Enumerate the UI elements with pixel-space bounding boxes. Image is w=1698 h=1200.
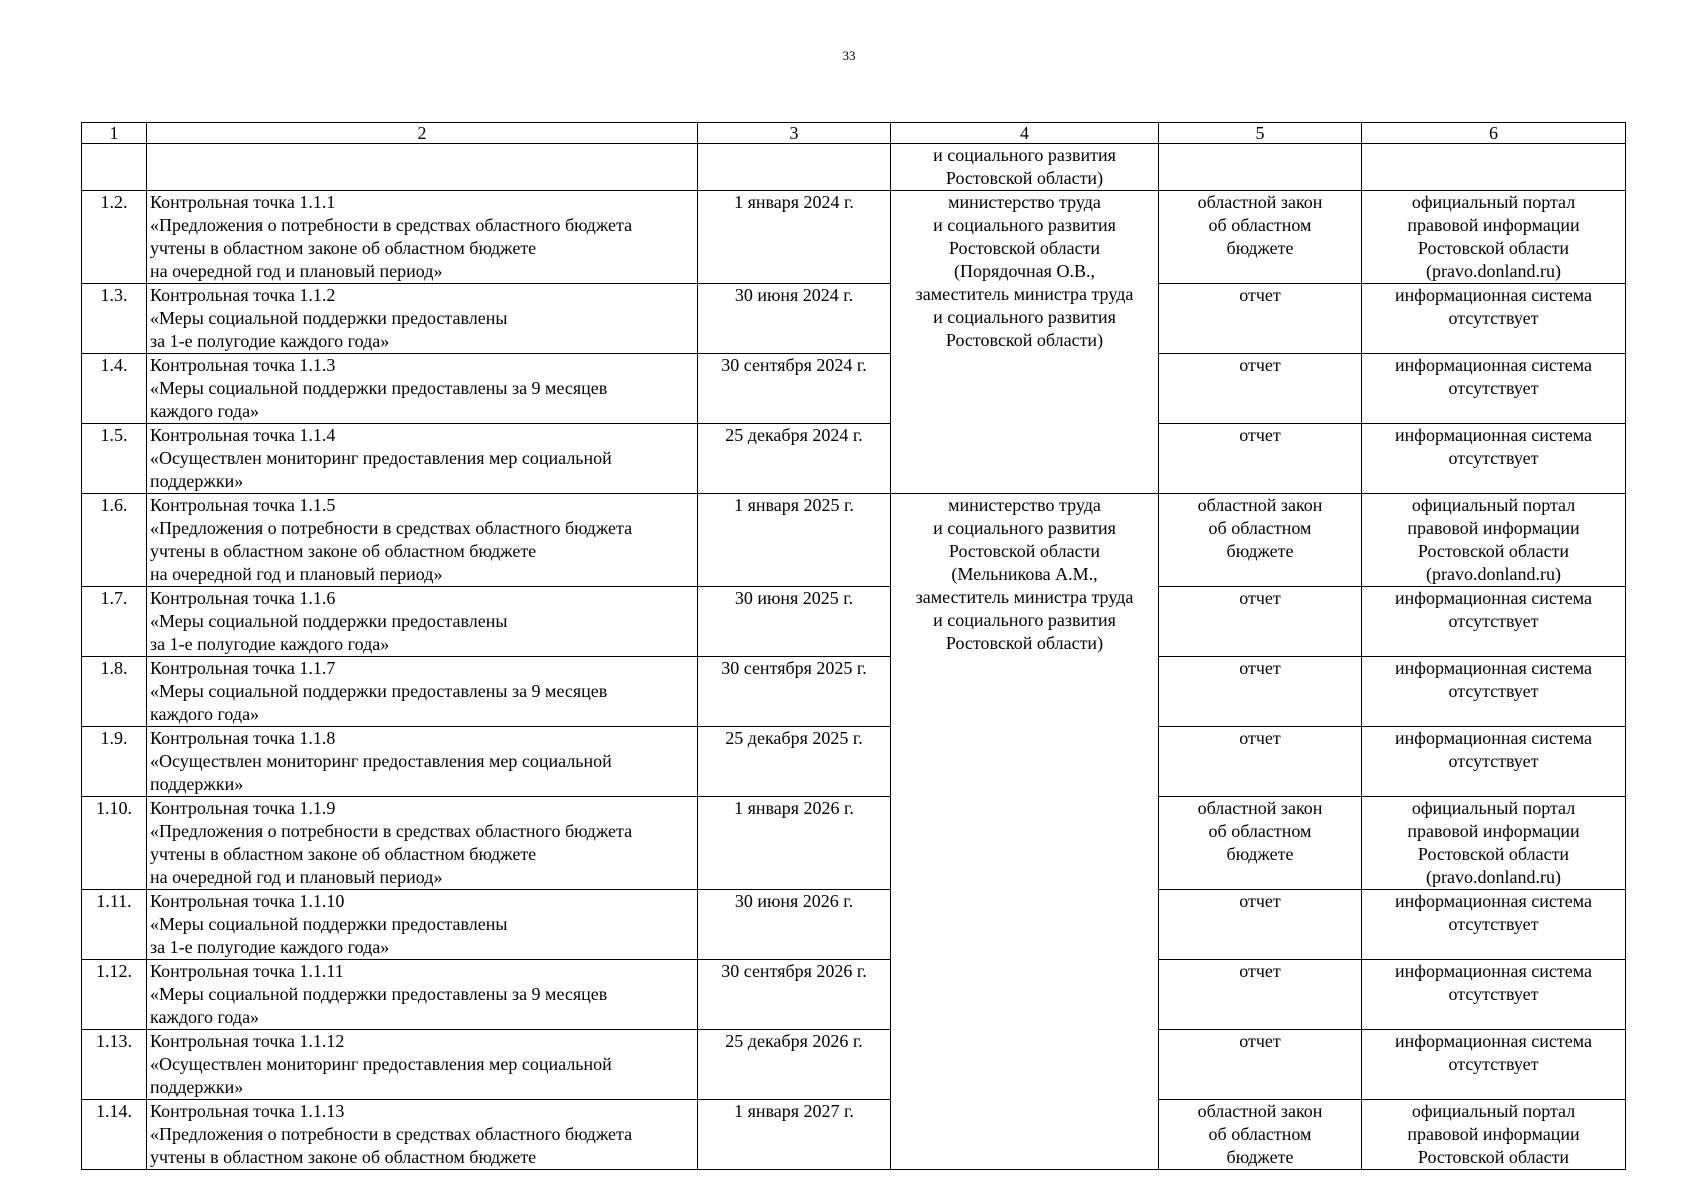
responsible-cell: министерство труда и социального развития Ростовской области (Порядочная О.В., заместитель министра труда и социального развития Ростовской области) [891,191,1159,494]
table-row [82,1030,1626,1100]
control-point-name: Контрольная точка 1.1.1 «Предложения о потребности в средствах областного бюджета учтены в областном законе об областном бюджете на очередной год и плановый период» [147,191,698,284]
control-point-name: Контрольная точка 1.1.7 «Меры социальной поддержки предоставлены за 9 месяцев каждого года» [147,657,698,727]
information-system: официальный портал правовой информации Ростовской области (pravo.donland.ru) [1362,797,1626,890]
column-header: 3 [698,123,891,144]
table-row [82,191,1626,284]
deadline-date: 25 декабря 2026 г. [698,1030,891,1100]
table-row [82,284,1626,354]
information-system: информационная система отсутствует [1362,284,1626,354]
document-type: отчет [1159,657,1362,727]
row-number: 1.12. [82,960,147,1030]
deadline-date: 30 июня 2024 г. [698,284,891,354]
table-row [82,657,1626,727]
control-point-name: Контрольная точка 1.1.2 «Меры социальной поддержки предоставлены за 1-е полугодие каждого года» [147,284,698,354]
deadline-date: 1 января 2026 г. [698,797,891,890]
document-type: областной закон об областном бюджете [1159,797,1362,890]
document-type: областной закон об областном бюджете [1159,191,1362,284]
information-system: информационная система отсутствует [1362,890,1626,960]
deadline-date: 1 января 2025 г. [698,494,891,587]
responsible-cell: и социального развития Ростовской области) [891,144,1159,191]
deadline-date: 30 сентября 2026 г. [698,960,891,1030]
control-point-name: Контрольная точка 1.1.6 «Меры социальной поддержки предоставлены за 1-е полугодие каждого года» [147,587,698,657]
information-system: информационная система отсутствует [1362,657,1626,727]
row-number: 1.9. [82,727,147,797]
table-row [82,494,1626,587]
deadline-date: 30 июня 2026 г. [698,890,891,960]
table-row [82,890,1626,960]
document-type: отчет [1159,727,1362,797]
information-system: информационная система отсутствует [1362,960,1626,1030]
deadline-date: 1 января 2024 г. [698,191,891,284]
control-point-name: Контрольная точка 1.1.5 «Предложения о потребности в средствах областного бюджета учтены в областном законе об областном бюджете на очередной год и плановый период» [147,494,698,587]
table-row [82,727,1626,797]
row-number: 1.13. [82,1030,147,1100]
column-header: 1 [82,123,147,144]
document-type: отчет [1159,284,1362,354]
deadline-date: 30 июня 2025 г. [698,587,891,657]
row-number: 1.8. [82,657,147,727]
deadline-date: 30 сентября 2024 г. [698,354,891,424]
row-number: 1.4. [82,354,147,424]
document-type: областной закон об областном бюджете [1159,494,1362,587]
row-number: 1.10. [82,797,147,890]
document-type: отчет [1159,960,1362,1030]
control-point-name: Контрольная точка 1.1.4 «Осуществлен мониторинг предоставления мер социальной поддержки» [147,424,698,494]
row-number: 1.6. [82,494,147,587]
table-row [82,354,1626,424]
control-point-name: Контрольная точка 1.1.9 «Предложения о потребности в средствах областного бюджета учтены в областном законе об областном бюджете на очередной год и плановый период» [147,797,698,890]
table-row [82,424,1626,494]
column-header: 2 [147,123,698,144]
control-point-name: Контрольная точка 1.1.3 «Меры социальной поддержки предоставлены за 9 месяцев каждого года» [147,354,698,424]
information-system: официальный портал правовой информации Ростовской области [1362,1100,1626,1170]
information-system: информационная система отсутствует [1362,424,1626,494]
document-type: отчет [1159,890,1362,960]
information-system: официальный портал правовой информации Ростовской области (pravo.donland.ru) [1362,494,1626,587]
column-header: 6 [1362,123,1626,144]
row-number: 1.2. [82,191,147,284]
row-number: 1.3. [82,284,147,354]
control-points-table [81,122,1626,1170]
deadline-date: 1 января 2027 г. [698,1100,891,1170]
control-point-name: Контрольная точка 1.1.10 «Меры социальной поддержки предоставлены за 1-е полугодие каждого года» [147,890,698,960]
row-number: 1.7. [82,587,147,657]
control-point-name: Контрольная точка 1.1.8 «Осуществлен мониторинг предоставления мер социальной поддержки» [147,727,698,797]
document-type: областной закон об областном бюджете [1159,1100,1362,1170]
deadline-date: 25 декабря 2025 г. [698,727,891,797]
row-number: 1.5. [82,424,147,494]
column-header: 4 [891,123,1159,144]
column-header: 5 [1159,123,1362,144]
table-row [82,1100,1626,1170]
table-row [82,587,1626,657]
page-number: 33 [842,48,856,63]
row-number: 1.14. [82,1100,147,1170]
control-point-name: Контрольная точка 1.1.13 «Предложения о потребности в средствах областного бюджета учтены в областном законе об областном бюджете [147,1100,698,1170]
table-row [82,960,1626,1030]
deadline-date: 25 декабря 2024 г. [698,424,891,494]
information-system: информационная система отсутствует [1362,587,1626,657]
control-point-name: Контрольная точка 1.1.12 «Осуществлен мониторинг предоставления мер социальной поддержки» [147,1030,698,1100]
information-system: официальный портал правовой информации Ростовской области (pravo.donland.ru) [1362,191,1626,284]
responsible-cell: министерство труда и социального развития Ростовской области (Мельникова А.М., заместитель министра труда и социального развития Ростовской области) [891,494,1159,1170]
column-number-row [82,123,1626,144]
table-row [82,797,1626,890]
control-point-name: Контрольная точка 1.1.11 «Меры социальной поддержки предоставлены за 9 месяцев каждого года» [147,960,698,1030]
document-type: отчет [1159,424,1362,494]
deadline-date: 30 сентября 2025 г. [698,657,891,727]
row-number: 1.11. [82,890,147,960]
information-system: информационная система отсутствует [1362,1030,1626,1100]
document-type: отчет [1159,354,1362,424]
information-system: информационная система отсутствует [1362,727,1626,797]
document-type: отчет [1159,1030,1362,1100]
document-type: отчет [1159,587,1362,657]
continuation-row [82,144,1626,191]
information-system: информационная система отсутствует [1362,354,1626,424]
